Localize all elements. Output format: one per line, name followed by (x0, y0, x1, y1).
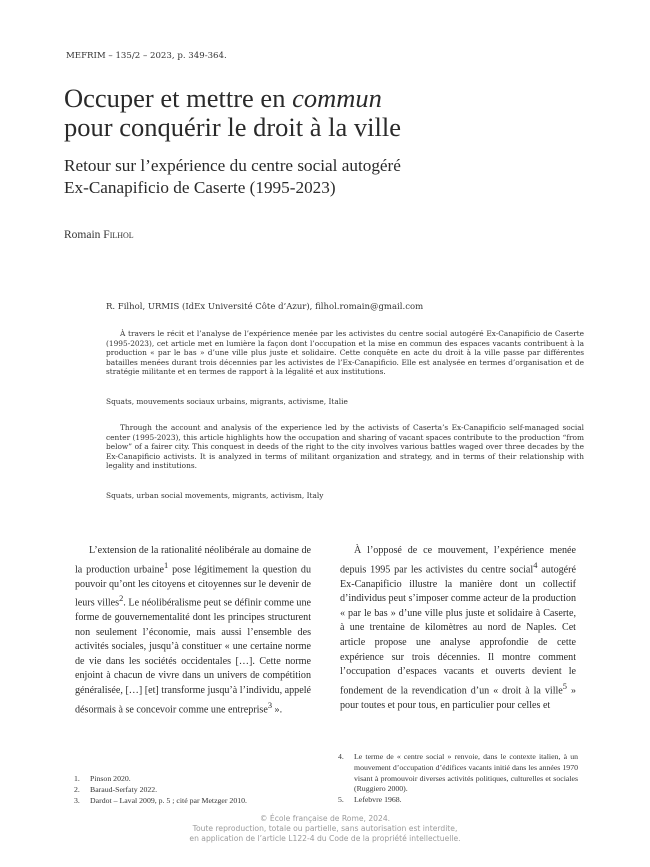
keywords-french: Squats, mouvements sociaux urbains, migrants, activisme, Italie (106, 397, 348, 406)
body-text-run: ». (272, 704, 283, 716)
body-text-run: » pour toutes et pour tous, en particulier pour celles et (340, 685, 576, 711)
footnotes-right (338, 752, 578, 806)
footnote-ref-2[interactable]: 2 (119, 594, 124, 604)
footnote-text: Le terme de « centre social » renvoie, dans le contexte italien, à un mouvement d’occupation d’édifices vacants initié dans les années 1970 visant à promouvoir diverses activités politiques, culturelles et sociales (Ruggiero 2000). (354, 752, 578, 794)
footnote-text: Dardot – Laval 2009, p. 5 ; cité par Metzger 2010. (90, 795, 247, 805)
abstract-english-text: Through the account and analysis of the experience led by the activists of Caserta’s Ex-Canapificio self-managed social center (1995-2023), this article highlights how the occupation and sharing of vacant spaces contribute to the production “from below” of a fairer city. This conquest in deeds of the right to the city involves various battles waged over three decades by the Ex-Canapificio activists. It is analyzed in terms of militant organization and strategy, and in terms of their relationship with legality and institutions. (106, 423, 584, 471)
body-column-left (75, 544, 311, 718)
footnote-item (338, 752, 578, 795)
author-last-name: Filhol (103, 229, 134, 241)
abstract-french-text: À travers le récit et l’analyse de l’expérience menée par les activistes du centre social autogéré Ex-Canapificio de Caserte (1995-2023), cet article met en lumière la façon dont l’occupation et la mise en commun des espaces vacants contribuent à la production « par le bas » d’une ville plus juste et solidaire. Cette conquête en acte du droit à la ville passe par différentes batailles menées durant trois décennies par les activistes de l’Ex-Canapificio. Elle est analysée en termes d’organisation et de stratégie militante et en termes de rapport à la légalité et aux institutions. (106, 329, 584, 377)
author-affiliation: R. Filhol, URMIS (IdEx Université Côte d’Azur), filhol.romain@gmail.com (106, 302, 424, 312)
title-line-1-prefix: Occuper et mettre en (64, 83, 293, 113)
title-line-2: pour conquérir le droit à la ville (64, 112, 402, 142)
footnote-number: 1. (74, 774, 80, 783)
title-line-1-italic: commun (292, 83, 382, 113)
author-first-name: Romain (64, 229, 101, 241)
footnote-item (338, 795, 578, 806)
footnote-number: 2. (74, 784, 80, 794)
footnote-text: Lefebvre 1968. (354, 795, 402, 805)
body-paragraph-left (75, 544, 311, 718)
footnote-number: 4. (338, 752, 344, 761)
body-paragraph-right (340, 544, 576, 713)
body-column-right (340, 544, 576, 713)
subtitle-line-1: Retour sur l’expérience du centre social autogéré (64, 156, 401, 175)
footnotes-left (74, 774, 314, 806)
copyright-footer (0, 814, 650, 844)
footer-line-1: © École française de Rome, 2024. (259, 814, 391, 823)
footnote-ref-5[interactable]: 5 (562, 681, 567, 691)
abstract-french (106, 329, 584, 377)
footnote-number: 5. (338, 795, 344, 805)
footnote-number: 3. (74, 795, 80, 805)
body-text-run: À l’opposé de ce mouvement, l’expérience menée depuis 1995 par les activistes du centre social (340, 545, 576, 575)
author-name (64, 229, 134, 241)
footnote-text: Baraud-Serfaty 2022. (90, 784, 158, 794)
body-text-run: autogéré Ex-Canapificio illustre la manière dont un collectif d’individus peut s’imposer comme acteur de la production « par le bas » d’une ville plus juste et solidaire à Caserte, à une trentaine de kilomètres au nord de Naples. Cet article propose une analyse approfondie de cette expérience sur trois décennies. Il montre comment l’occupation d’espaces vacants et ouverts devient le fondement de la revendication d’un « droit à la ville (340, 563, 576, 697)
footnote-ref-3[interactable]: 3 (267, 700, 273, 710)
footnote-item (74, 774, 314, 785)
abstract-english (106, 423, 584, 471)
keywords-english: Squats, urban social movements, migrants, activism, Italy (106, 491, 324, 500)
body-text-run: . Le néolibéralisme peut se définir comme une forme de gouvernementalité dont les principes structurent non seulement l’économie, mais aussi l’ensemble des activités sociales, jusqu’à constituer « une certaine norme de vie dans les sociétés occidentales […]. Cette norme enjoint à chacun de vivre dans un univers de compétition généralisée, […] [et] transforme jusqu’à l’individu, appelé désormais à se concevoir comme une entreprise (75, 597, 312, 716)
footnote-item (74, 785, 314, 796)
subtitle-line-2: Ex-Canapificio de Caserte (1995-2023) (64, 178, 336, 197)
footer-line-3: en application de l’article L122-4 du Code de la propriété intellectuelle. (189, 834, 461, 843)
footnote-ref-1[interactable]: 1 (164, 560, 169, 570)
article-title (64, 84, 604, 142)
footer-line-2: Toute reproduction, totale ou partielle, sans autorisation est interdite, (192, 824, 458, 833)
journal-reference: MEFRIM – 135/2 – 2023, p. 349-364. (66, 51, 227, 61)
body-text-run: L’extension de la rationalité néolibérale au domaine de la production urbaine (75, 545, 311, 575)
footnote-text: Pinson 2020. (90, 774, 131, 783)
footnote-item (74, 796, 314, 807)
footnote-ref-4[interactable]: 4 (533, 560, 538, 570)
body-text-run: pose légitimement la question du pouvoir qu’ont les citoyens et citoyennes sur le devenir de leurs villes (75, 563, 311, 609)
article-subtitle (64, 155, 604, 199)
